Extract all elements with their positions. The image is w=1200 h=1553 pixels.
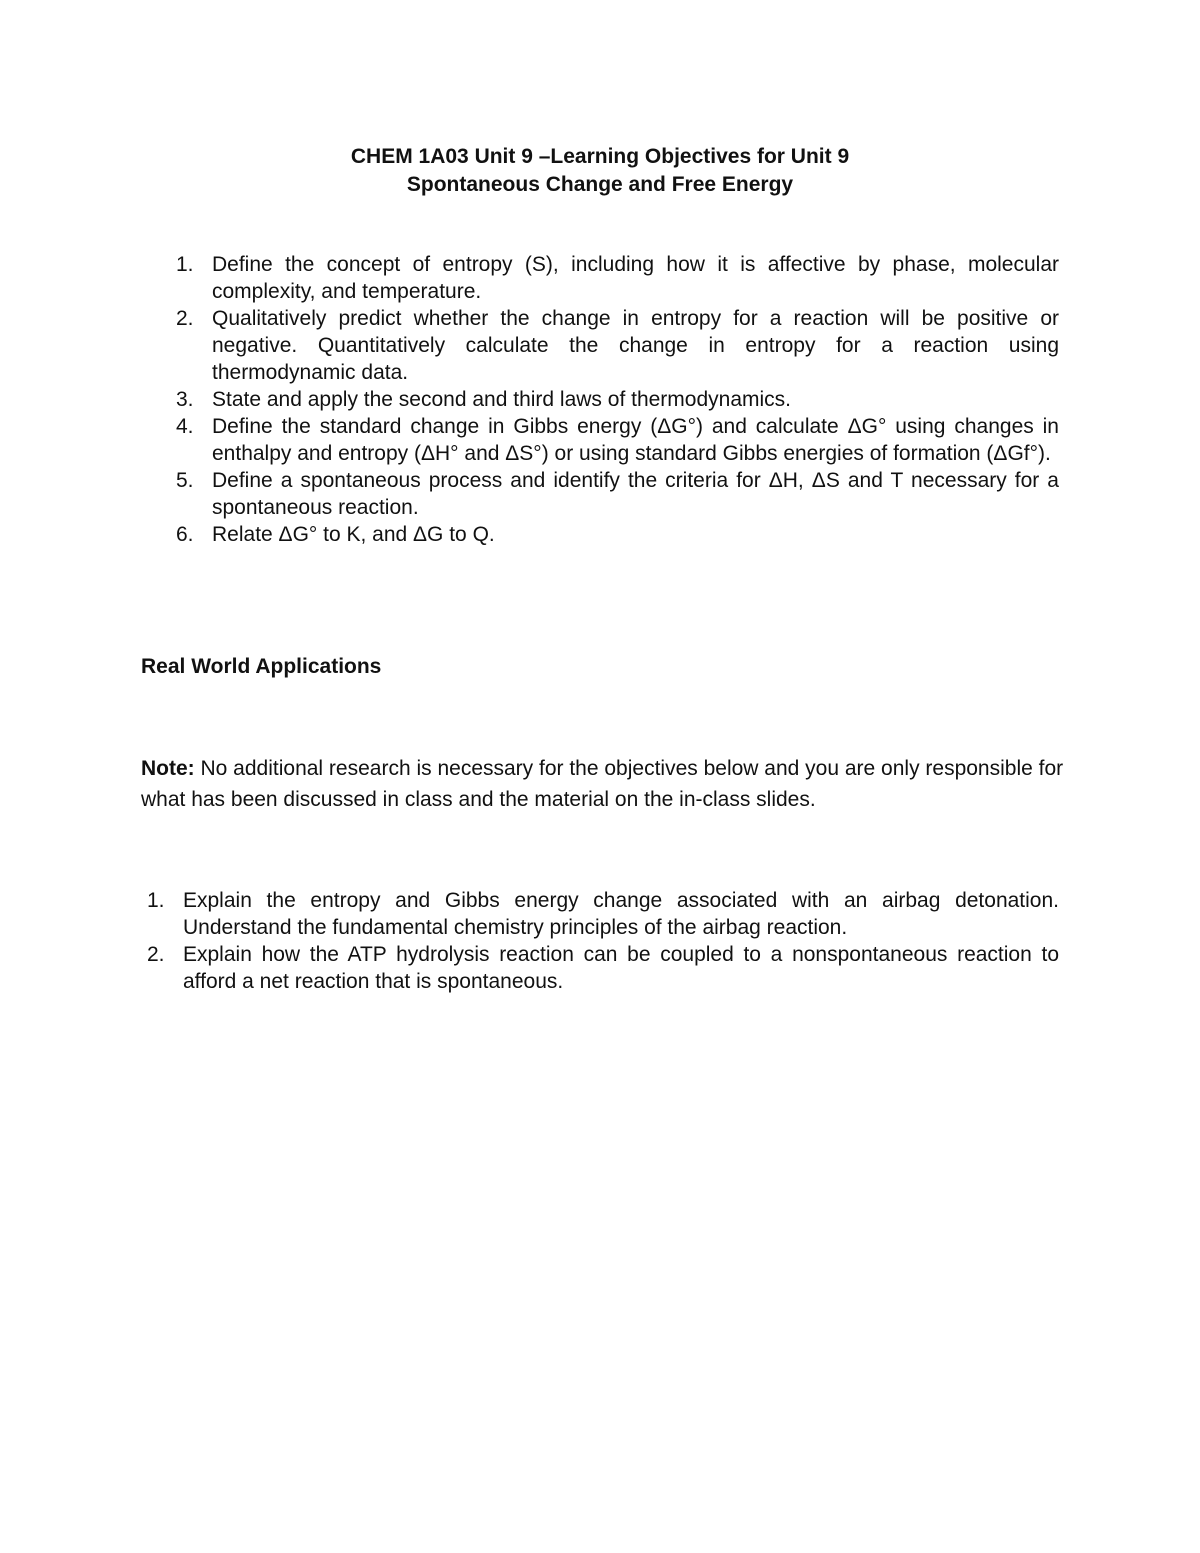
applications-list — [143, 887, 1059, 995]
list-item-number: 1. — [147, 889, 165, 912]
list-item — [172, 467, 1059, 521]
list-item-text: Qualitatively predict whether the change in entropy for a reaction will be positive or negative. Quantitatively calculate the change in entropy for a reaction using thermodynamic data. — [212, 307, 1059, 384]
list-item — [143, 887, 1059, 941]
list-item — [172, 521, 1059, 548]
list-item-text: State and apply the second and third laws of thermodynamics. — [212, 388, 791, 411]
list-item — [172, 413, 1059, 467]
list-item-number: 6. — [176, 523, 194, 546]
title-line-1: CHEM 1A03 Unit 9 –Learning Objectives for Unit 9 — [350, 145, 850, 168]
list-item — [172, 251, 1059, 305]
list-item-text: Define the standard change in Gibbs energy (ΔG°) and calculate ΔG° using changes in enthalpy and entropy (ΔH° and ΔS°) or using standard Gibbs energies of formation (ΔGf°). — [212, 415, 1059, 465]
note-text: No additional research is necessary for the objectives below and you are only responsible for what has been discussed in class and the material on the in-class slides. — [141, 757, 1064, 811]
list-item-text: Relate ΔG° to K, and ΔG to Q. — [212, 523, 495, 546]
list-item-text: Define the concept of entropy (S), including how it is affective by phase, molecular complexity, and temperature. — [212, 253, 1059, 303]
note-paragraph — [141, 753, 1071, 815]
list-item — [172, 386, 1059, 413]
list-item-number: 4. — [176, 415, 194, 438]
title-line-2: Spontaneous Change and Free Energy — [406, 173, 794, 196]
list-item-text: Explain how the ATP hydrolysis reaction can be coupled to a nonspontaneous reaction to afford a net reaction that is spontaneous. — [183, 943, 1059, 993]
list-item-text: Explain the entropy and Gibbs energy change associated with an airbag detonation. Understand the fundamental chemistry principles of the airbag reaction. — [183, 889, 1059, 939]
list-item-number: 2. — [176, 307, 194, 330]
list-item-number: 3. — [176, 388, 194, 411]
learning-objectives-list — [172, 251, 1059, 548]
applications-heading: Real World Applications — [141, 655, 382, 678]
list-item — [143, 941, 1059, 995]
note-label: Note: — [141, 757, 195, 780]
list-item-number: 2. — [147, 943, 165, 966]
list-item-text: Define a spontaneous process and identify the criteria for ΔH, ΔS and T necessary for a spontaneous reaction. — [212, 469, 1059, 519]
list-item-number: 1. — [176, 253, 194, 276]
list-item-number: 5. — [176, 469, 194, 492]
list-item — [172, 305, 1059, 386]
document-title — [0, 143, 1200, 199]
